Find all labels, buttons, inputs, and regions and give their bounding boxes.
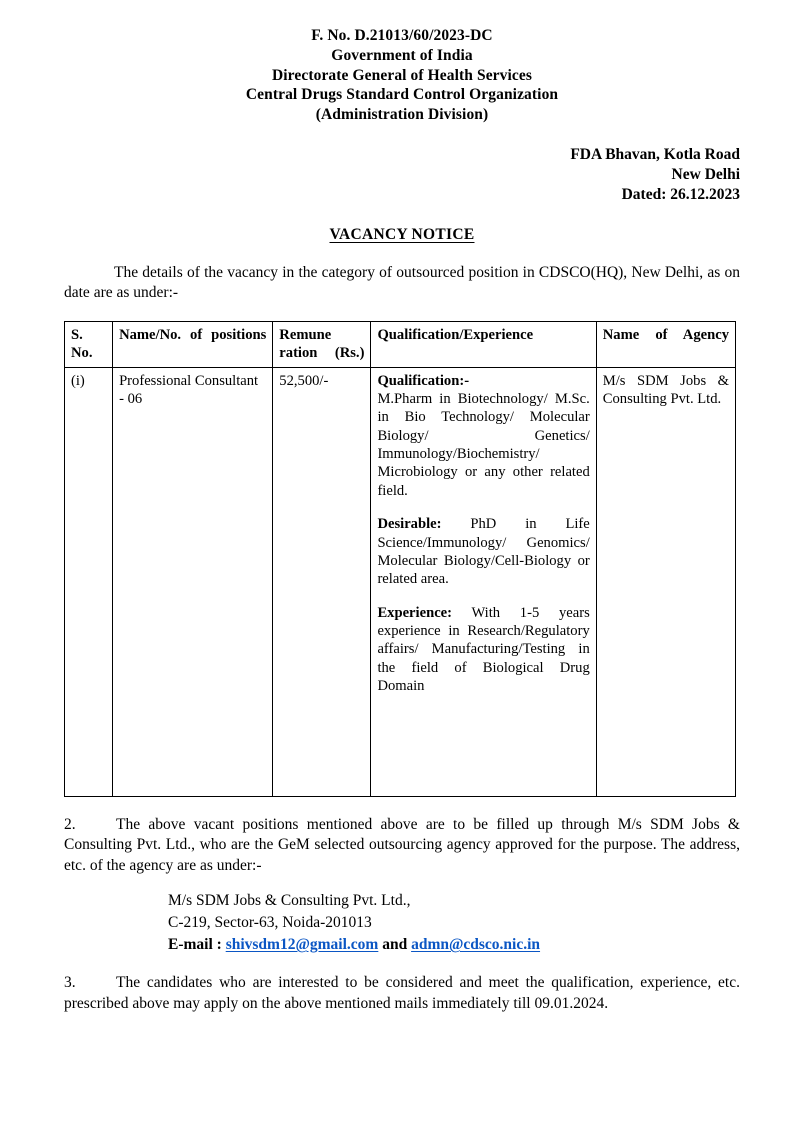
directorate-line: Directorate General of Health Services <box>271 66 533 84</box>
table-header-row <box>65 321 736 367</box>
paragraph-2 <box>64 815 740 877</box>
paragraph-2-number: 2. <box>64 815 76 833</box>
desirable-text: PhD in Life Science/Immunology/ Genomics/ Molecular Biology/Cell-Biology or related area. <box>377 516 590 588</box>
agency-email-line <box>168 934 740 955</box>
cell-name-positions: Professional Consultant - 06 <box>113 367 273 796</box>
cell-qualification <box>371 367 596 796</box>
address-line-1: FDA Bhavan, Kotla Road <box>570 146 740 164</box>
page-title <box>64 226 740 244</box>
qualification-label: Qualification:- <box>377 372 470 389</box>
email-link-primary[interactable]: shivsdm12@gmail.com <box>225 935 379 953</box>
cell-remuneration: 52,500/- <box>273 367 371 796</box>
table-row <box>65 367 736 796</box>
table-header-name-positions: Name/No. of positions <box>113 321 273 367</box>
page-title-text: VACANCY NOTICE <box>329 225 475 243</box>
organization-line: Central Drugs Standard Control Organization <box>245 86 559 104</box>
qualification-text: M.Pharm in Biotechnology/ M.Sc. in Bio Technology/ Molecular Biology/ Genetics/ Immunology/Biochemistry/ Microbiology or any other related field. <box>377 390 590 499</box>
cell-sno: (i) <box>65 367 113 796</box>
experience-label: Experience: <box>377 604 453 621</box>
paragraph-3-number: 3. <box>64 974 76 992</box>
address-line-2: New Delhi <box>671 166 740 184</box>
cell-agency: M/s SDM Jobs & Consulting Pvt. Ltd. <box>596 367 735 796</box>
table-header-agency: Name of Agency <box>596 321 735 367</box>
intro-paragraph: The details of the vacancy in the category of outsourced position in CDSCO(HQ), New Delhi, as on date are as under:- <box>64 263 740 302</box>
email-link-secondary[interactable]: admn@cdsco.nic.in <box>411 935 541 953</box>
division-line: (Administration Division) <box>315 106 489 124</box>
paragraph-2-text: The above vacant positions mentioned above are to be filled up through M/s SDM Jobs & Consulting Pvt. Ltd., who are the GeM selected outsourcing agency approved for the purpose. The address, etc. of the agency are as under:- <box>64 815 740 874</box>
vacancy-table <box>64 321 736 797</box>
agency-name: M/s SDM Jobs & Consulting Pvt. Ltd., <box>168 892 411 910</box>
email-conjunction: and <box>378 935 412 953</box>
agency-address-block <box>168 890 740 955</box>
qualification-section <box>377 372 589 501</box>
document-content <box>64 26 740 1014</box>
document-header <box>64 26 740 125</box>
address-block <box>64 145 740 205</box>
table-header-qualification: Qualification/Experience <box>371 321 596 367</box>
experience-text: With 1-5 years experience in Research/Regulatory affairs/ Manufacturing/Testing in the field of Biological Drug Domain <box>377 604 590 695</box>
table-header-sno: S. No. <box>65 321 113 367</box>
paragraph-3 <box>64 973 740 1014</box>
paragraph-3-text: The candidates who are interested to be considered and meet the qualification, experience, etc. prescribed above may apply on the above mentioned mails immediately till 09.01.2024. <box>64 974 740 1012</box>
file-number: F. No. D.21013/60/2023-DC <box>311 27 493 44</box>
desirable-label: Desirable: <box>377 516 442 533</box>
email-label: E-mail : <box>168 935 226 953</box>
agency-street: C-219, Sector-63, Noida-201013 <box>168 913 372 931</box>
experience-section <box>377 604 589 696</box>
government-line: Government of India <box>331 46 473 64</box>
table-header-remuneration: Remune ration (Rs.) <box>273 321 371 367</box>
desirable-section <box>377 515 589 589</box>
document-date: Dated: 26.12.2023 <box>621 186 740 204</box>
